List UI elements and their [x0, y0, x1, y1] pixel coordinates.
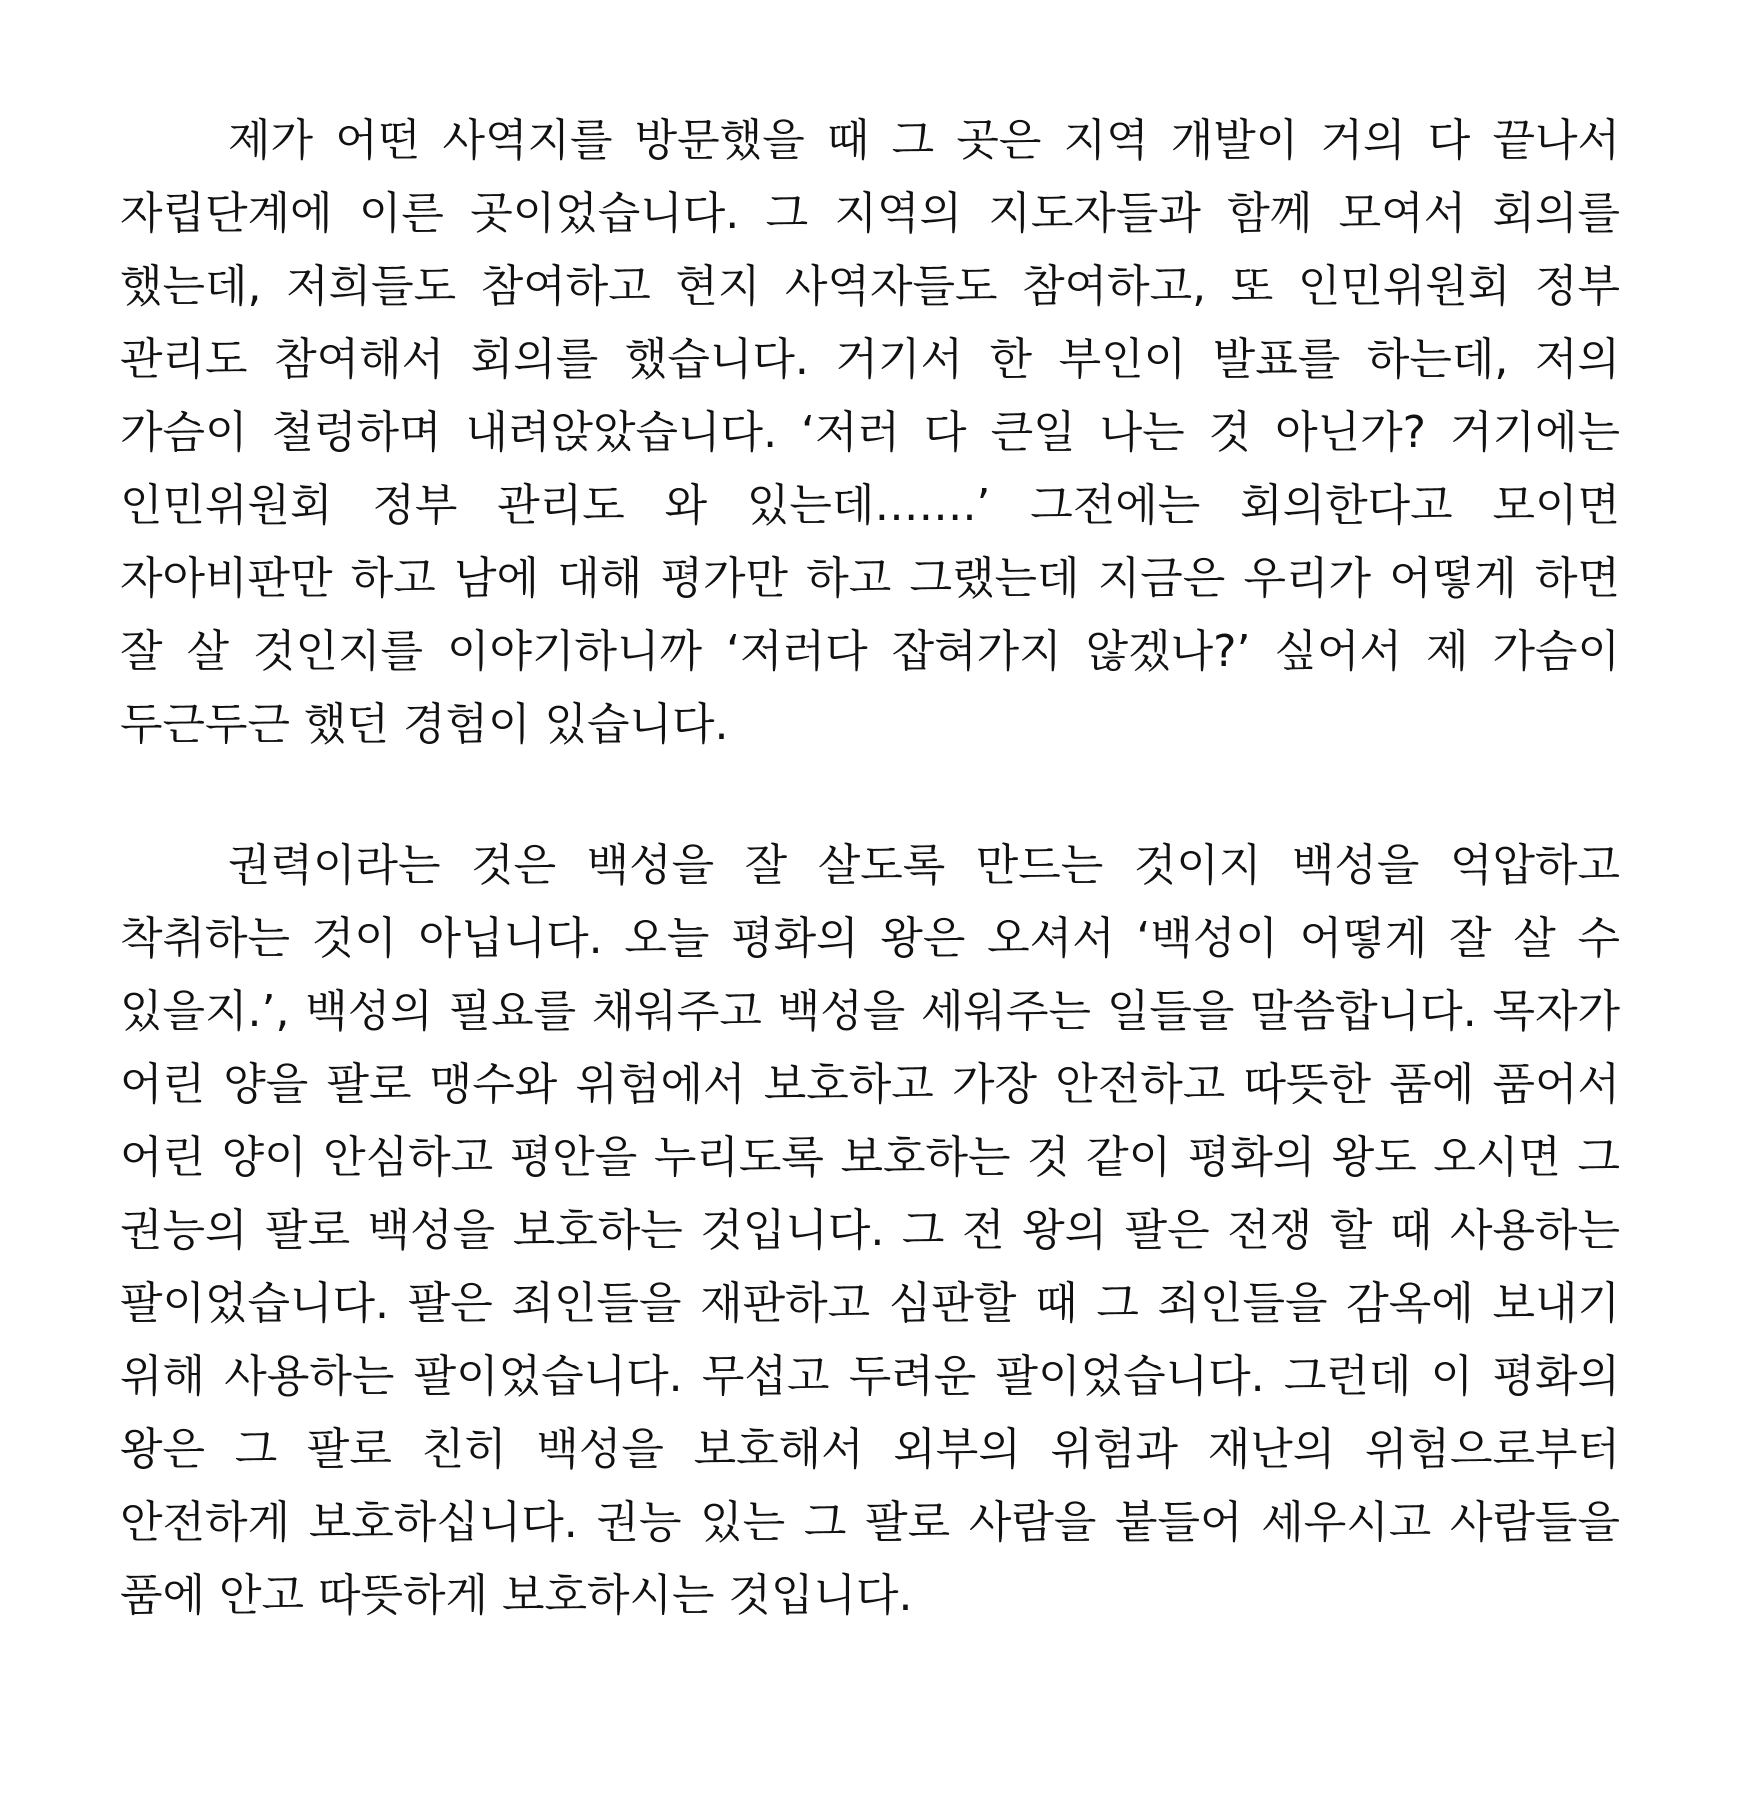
- paragraph-2: 권력이라는 것은 백성을 잘 살도록 만드는 것이지 백성을 억압하고 착취하는 것이 아닙니다. 오늘 평화의 왕은 오셔서 ‘백성이 어떻게 잘 살 수 있을지.’, 백성의 필요를 채워주고 백성을 세워주는 일들을 말씀합니다. 목자가 어린 양을 팔로 맹수와 위험에서 보호하고 가장 안전하고 따뜻한 품에 품어서 어린 양이 안심하고 평안을 누리도록 보호하는 것 같이 평화의 왕도 오시면 그 권능의 팔로 백성을 보호하는 것입니다. 그 전 왕의 팔은 전쟁 할 때 사용하는 팔이었습니다. 팔은 죄인들을 재판하고 심판할 때 그 죄인들을 감옥에 보내기 위해 사용하는 팔이었습니다. 무섭고 두려운 팔이었습니다. 그런데 이 평화의 왕은 그 팔로 친히 백성을 보호해서 외부의 위험과 재난의 위험으로부터 안전하게 보호하십니다. 권능 있는 그 팔로 사람을 붙들어 세우시고 사람들을 품에 안고 따뜻하게 보호하시는 것입니다.: [120, 840, 1621, 1621]
- paragraph-1: 제가 어떤 사역지를 방문했을 때 그 곳은 지역 개발이 거의 다 끝나서 자립단계에 이른 곳이었습니다. 그 지역의 지도자들과 함께 모여서 회의를 했는데, 저희들도 참여하고 현지 사역자들도 참여하고, 또 인민위원회 정부 관리도 참여해서 회의를 했습니다. 거기서 한 부인이 발표를 하는데, 저의 가슴이 철렁하며 내려앉았습니다. ‘저러 다 큰일 나는 것 아닌가? 거기에는 인민위원회 정부 관리도 와 있는데…….’ 그전에는 회의한다고 모이면 자아비판만 하고 남에 대해 평가만 하고 그랬는데 지금은 우리가 어떻게 하면 잘 살 것인지를 이야기하니까 ‘저러다 잡혀가지 않겠나?’ 싶어서 제 가슴이 두근두근 했던 경험이 있습니다.: [120, 115, 1621, 750]
- document-page: [120, 104, 1620, 1632]
